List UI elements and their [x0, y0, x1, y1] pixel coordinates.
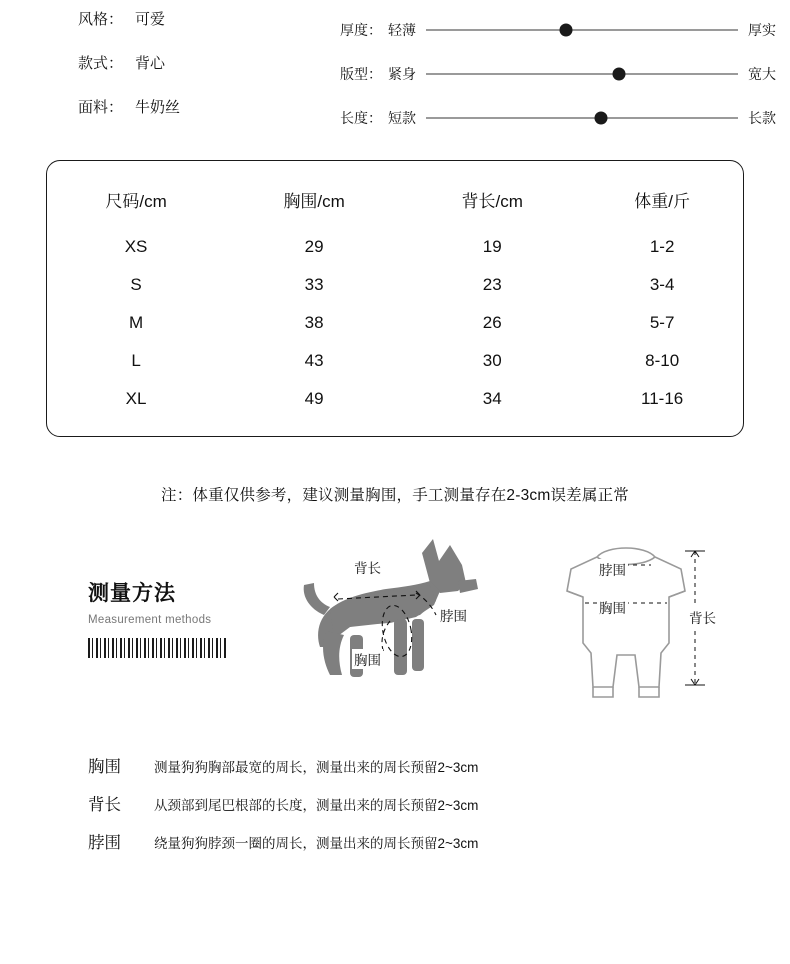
- slider-min-length: 短款: [388, 110, 416, 126]
- definition-row-neck: [88, 829, 790, 853]
- measurement-section: [0, 535, 790, 745]
- dog-label-chest: 胸围: [352, 649, 383, 669]
- slider-knob-length[interactable]: [594, 112, 607, 125]
- slider-min-thickness: 轻薄: [388, 22, 416, 38]
- cell-chest: 29: [304, 237, 324, 256]
- size-table-body: [47, 228, 743, 418]
- slider-label-fit: 版型：: [340, 66, 382, 82]
- cell-weight: 1-2: [649, 237, 675, 256]
- cell-weight: 8-10: [645, 351, 680, 370]
- garment-label-chest: 胸围: [597, 597, 628, 617]
- cell-backlength: 26: [482, 313, 502, 332]
- slider-label-length: 长度：: [340, 110, 382, 126]
- barcode-decoration: [88, 638, 226, 658]
- measurement-subtitle: Measurement methods: [88, 614, 212, 626]
- cell-weight: 5-7: [649, 313, 675, 332]
- attribute-label-style: 风格：: [78, 11, 124, 28]
- table-row: [47, 266, 743, 304]
- definition-term-chest: 胸围: [88, 758, 121, 776]
- slider-max-thickness: 厚实: [748, 22, 776, 38]
- table-header-row: [47, 181, 743, 228]
- slider-max-length: 长款: [748, 110, 776, 126]
- size-table: [47, 181, 743, 418]
- cell-weight: 11-16: [641, 389, 684, 408]
- slider-min-fit: 紧身: [388, 66, 416, 82]
- definition-term-neck: 脖围: [88, 834, 121, 852]
- slider-track-fit[interactable]: [426, 73, 738, 75]
- attribute-row-fabric: [78, 96, 330, 140]
- cell-size: M: [128, 313, 144, 332]
- definition-term-backlength: 背长: [88, 796, 121, 814]
- cell-backlength: 19: [482, 237, 502, 256]
- slider-row-thickness: [340, 8, 790, 52]
- cell-size: S: [130, 275, 142, 294]
- definition-desc-backlength: 从颈部到尾巴根部的长度，测量出来的周长预留2~3cm: [154, 798, 479, 813]
- dog-illustration: [290, 535, 500, 710]
- cell-size: XS: [124, 237, 148, 256]
- cell-chest: 43: [304, 351, 324, 370]
- slider-row-length: [340, 96, 790, 140]
- attribute-list: [0, 8, 330, 140]
- slider-knob-thickness[interactable]: [560, 24, 573, 37]
- table-header-size: 尺码/cm: [105, 192, 167, 211]
- garment-label-back-length: 背长: [687, 607, 718, 627]
- table-row: [47, 380, 743, 418]
- cell-chest: 33: [304, 275, 324, 294]
- table-row: [47, 228, 743, 266]
- slider-knob-fit[interactable]: [613, 68, 626, 81]
- garment-illustration: [535, 535, 735, 710]
- measurement-title-block: [88, 577, 288, 658]
- table-row: [47, 304, 743, 342]
- cell-size: L: [131, 351, 141, 370]
- size-table-head: [47, 181, 743, 228]
- cell-backlength: 30: [482, 351, 502, 370]
- definition-row-backlength: [88, 791, 790, 815]
- cell-backlength: 23: [482, 275, 502, 294]
- table-header-weight: 体重/斤: [634, 192, 690, 211]
- slider-list: [330, 8, 790, 140]
- cell-weight: 3-4: [649, 275, 675, 294]
- definition-list: [0, 753, 790, 853]
- measurement-note: 注：体重仅供参考，建议测量胸围，手工测量存在2-3cm误差属正常: [161, 487, 629, 504]
- attribute-value-type: 背心: [135, 55, 166, 72]
- slider-max-fit: 宽大: [748, 66, 776, 82]
- measurement-title: 测量方法: [88, 582, 176, 605]
- slider-track-length[interactable]: [426, 117, 738, 119]
- size-table-container: [46, 160, 744, 437]
- dog-label-neck: 脖围: [438, 605, 469, 625]
- attribute-value-style: 可爱: [135, 11, 166, 28]
- definition-desc-neck: 绕量狗狗脖颈一圈的周长，测量出来的周长预留2~3cm: [154, 836, 479, 851]
- attribute-value-fabric: 牛奶丝: [135, 99, 181, 116]
- table-row: [47, 342, 743, 380]
- dog-label-back-length: 背长: [352, 557, 383, 577]
- cell-chest: 49: [304, 389, 324, 408]
- slider-row-fit: [340, 52, 790, 96]
- garment-label-neck: 脖围: [597, 559, 628, 579]
- slider-track-thickness[interactable]: [426, 29, 738, 31]
- attribute-row-style: [78, 8, 330, 52]
- definition-desc-chest: 测量狗狗胸部最宽的周长，测量出来的周长预留2~3cm: [154, 760, 479, 775]
- definition-row-chest: [88, 753, 790, 777]
- cell-chest: 38: [304, 313, 324, 332]
- cell-size: XL: [125, 389, 147, 408]
- attribute-label-fabric: 面料：: [78, 99, 124, 116]
- slider-label-thickness: 厚度：: [340, 22, 382, 38]
- table-header-chest: 胸围/cm: [283, 192, 345, 211]
- attribute-label-type: 款式：: [78, 55, 124, 72]
- attribute-row-type: [78, 52, 330, 96]
- cell-backlength: 34: [482, 389, 502, 408]
- attributes-section: [0, 0, 790, 140]
- table-header-backlength: 背长/cm: [461, 192, 523, 211]
